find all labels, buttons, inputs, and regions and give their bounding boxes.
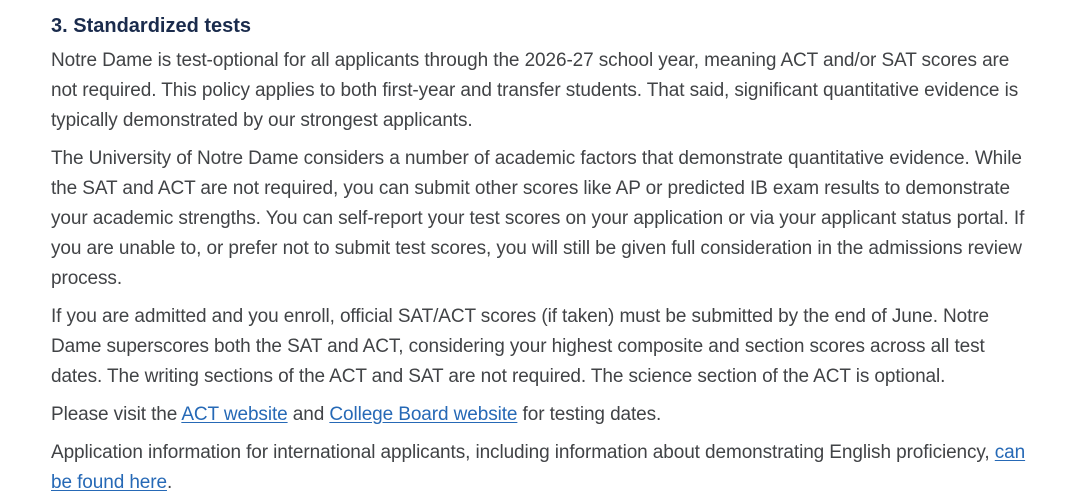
paragraph-text: The University of Notre Dame considers a number of academic factors that demonstrate quantitative evidence. While the SAT and ACT are not required, you can submit other scores like AP or predicted IB exam results to demonstrate your academic strengths. You can self-report your test scores on your application or via your applicant status portal. If you are unable to, or prefer not to submit test scores, you will still be given full consideration in the admissions review process. <box>51 148 1025 289</box>
article-body <box>51 46 1029 498</box>
college-board-website-link[interactable]: College Board website <box>329 404 518 425</box>
paragraph <box>51 302 1029 392</box>
paragraph-text: If you are admitted and you enroll, official SAT/ACT scores (if taken) must be submitted by the end of June. Notre Dame superscores both the SAT and ACT, considering your highest composite and section scores across all test dates. The writing sections of the ACT and SAT are not required. The science section of the ACT is optional. <box>51 306 990 387</box>
paragraph-text: for testing dates. <box>517 404 662 425</box>
paragraph-text: Please visit the <box>51 404 182 425</box>
paragraph-text: . <box>166 472 173 493</box>
paragraph <box>51 46 1029 136</box>
paragraph <box>51 438 1029 498</box>
international-applicants-link[interactable]: can be found here <box>51 442 1026 493</box>
section-heading: 3. Standardized tests <box>51 15 252 37</box>
paragraph-text: and <box>287 404 330 425</box>
paragraph <box>51 400 1029 430</box>
paragraph <box>51 144 1029 294</box>
act-website-link[interactable]: ACT website <box>181 404 288 425</box>
paragraph-text: Notre Dame is test-optional for all applicants through the 2026-27 school year, meaning ACT and/or SAT scores are not required. This policy applies to both first-year and transfer students. That said, significant quantitative evidence is typically demonstrated by our strongest applicants. <box>51 50 1019 131</box>
paragraph-text: Application information for international applicants, including information about demonstrating English proficiency, <box>51 442 995 463</box>
